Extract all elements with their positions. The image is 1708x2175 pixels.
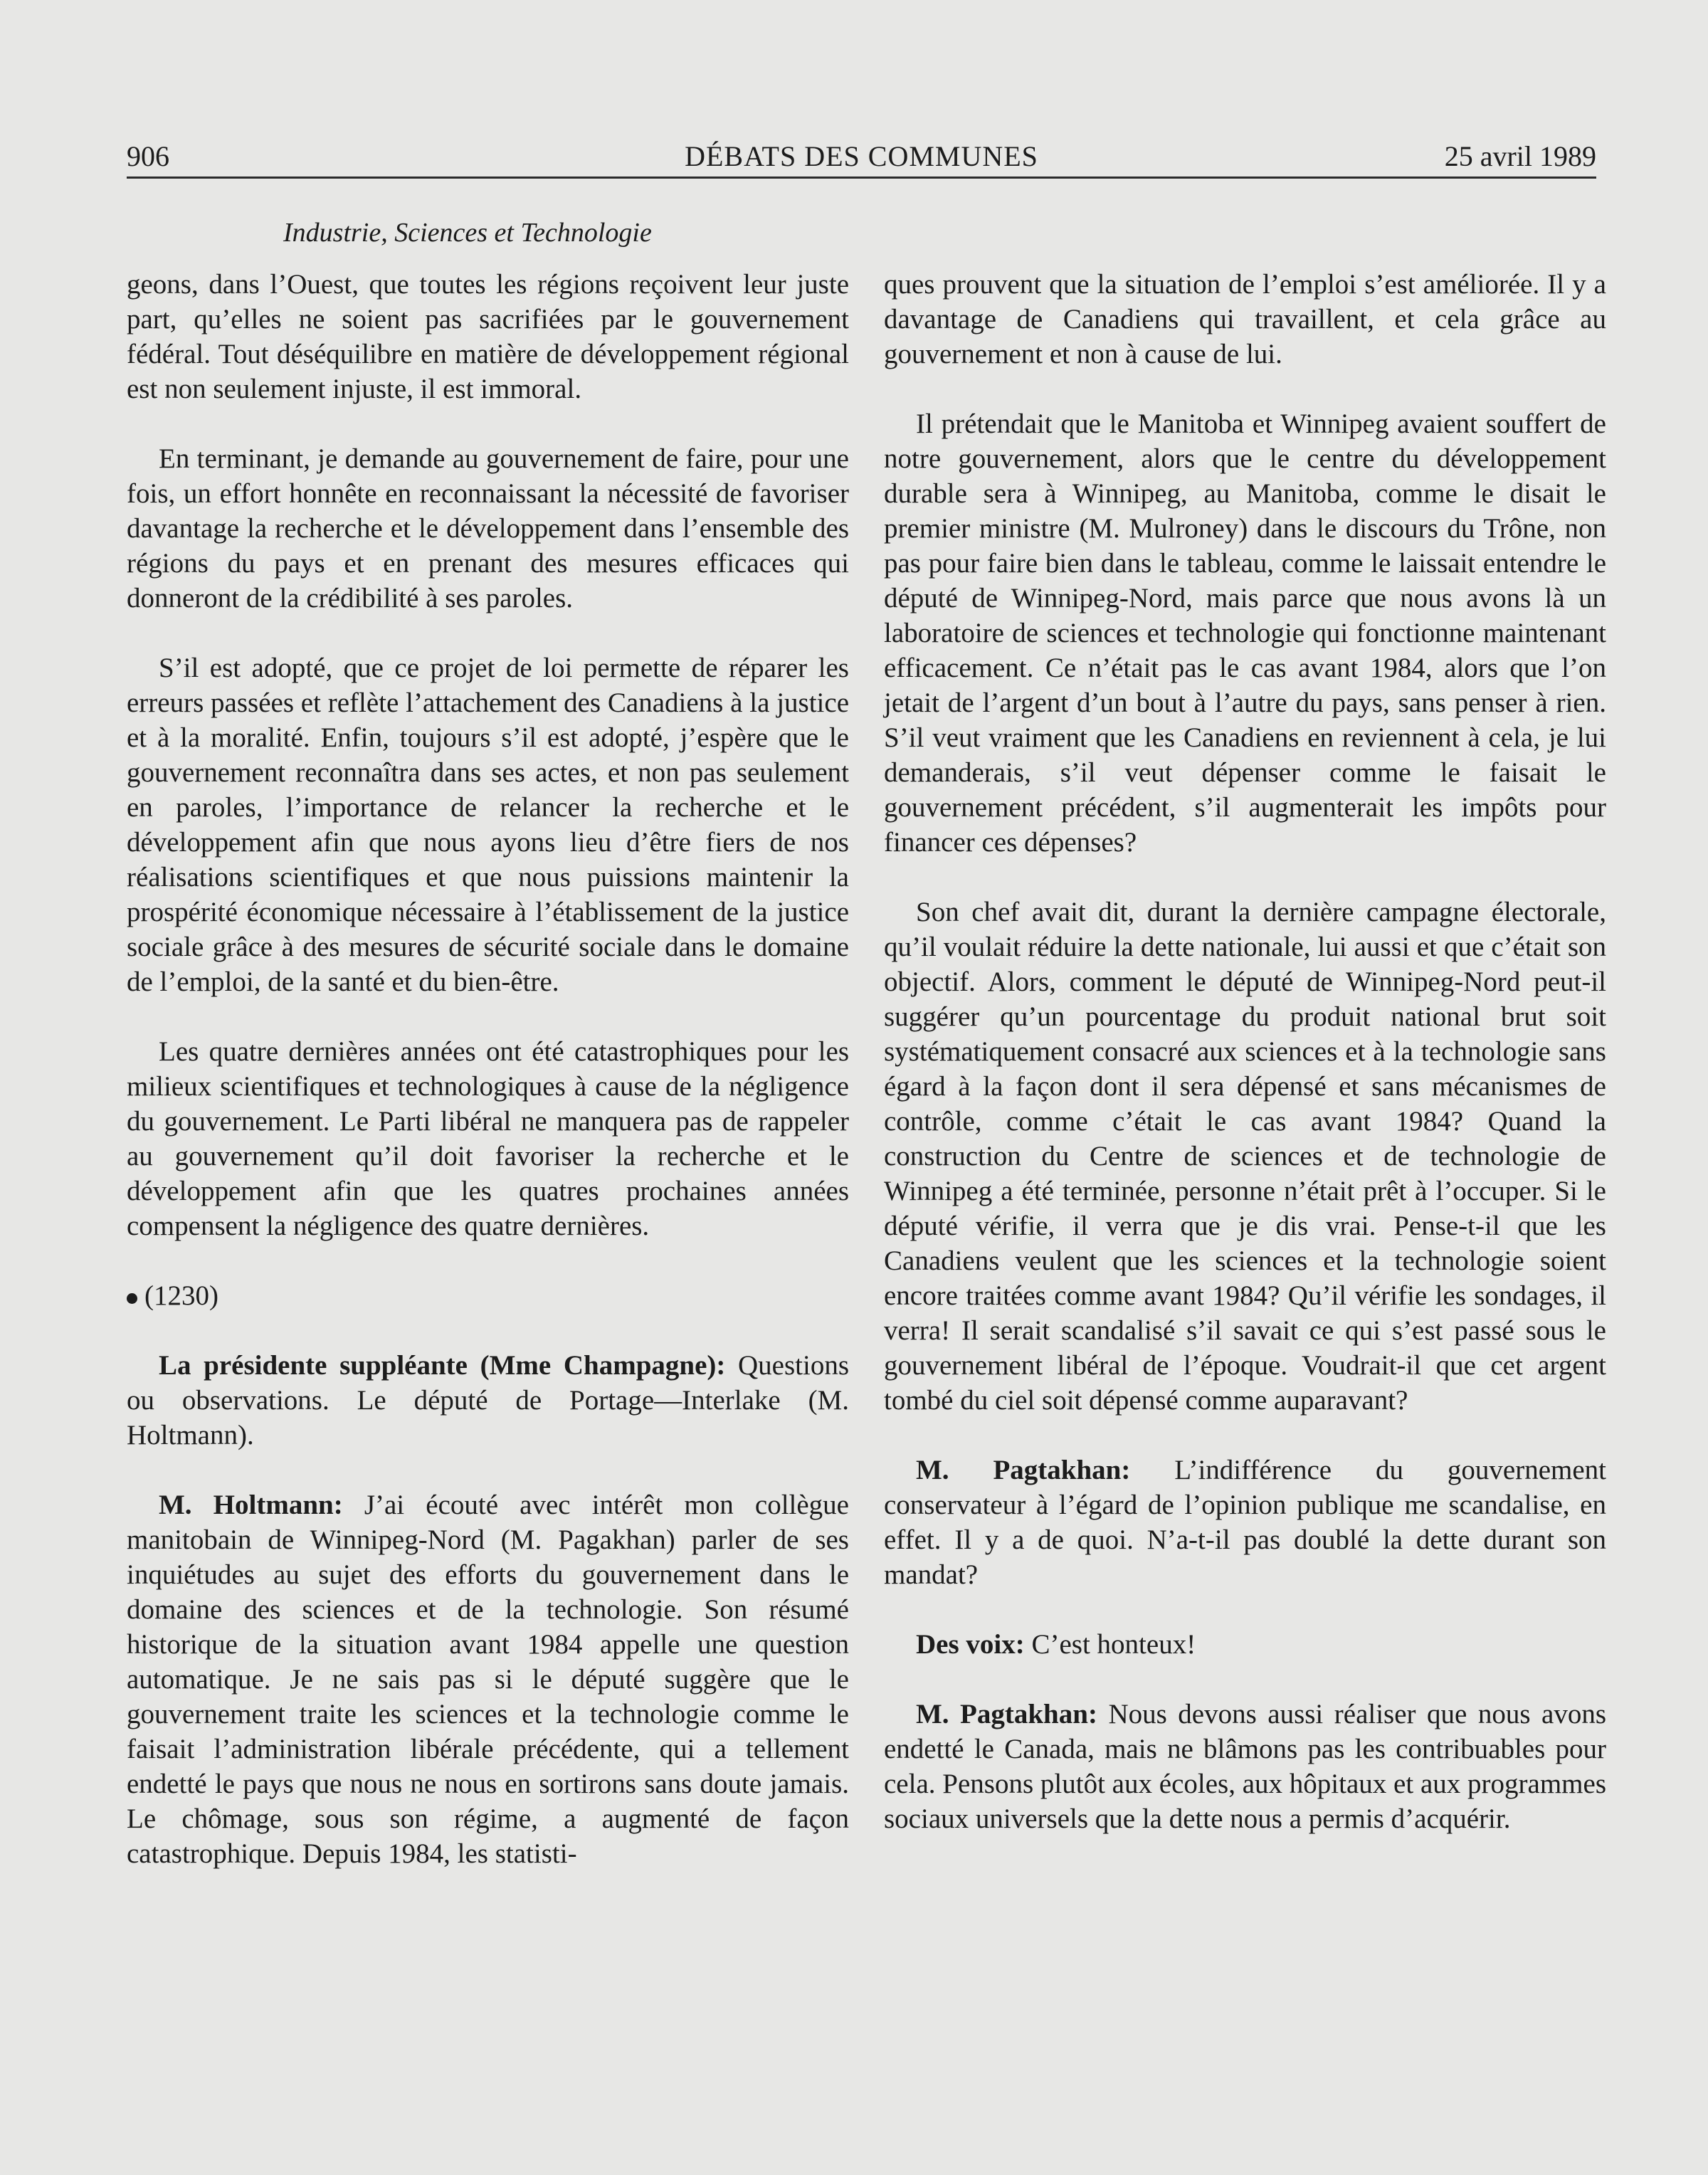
bullet-icon <box>127 1293 137 1304</box>
speech-text: L’indifférence du gouvernement conservateur à l’égard de l’opinion publique me scandalise, en effet. Il y a de quoi. N’a-t-il pas doublé la dette durant son mandat? <box>884 1455 1606 1590</box>
speaker-name: Des voix: <box>916 1629 1025 1660</box>
right-column <box>884 267 1606 1871</box>
paragraph: Les quatre dernières années ont été catastrophiques pour les milieux scientifiques et technologiques à cause de la négligence du gouvernement. Le Parti libéral ne manquera pas de rappeler au gouvernement qu’il doit favoriser la recherche et le développement afin que les quatres prochaines années compensent la négligence des quatre dernières. <box>127 1036 849 1241</box>
paragraph <box>127 1487 849 1871</box>
left-column <box>127 267 849 1906</box>
speaker-name: M. Pagtakhan: <box>916 1699 1097 1729</box>
page-number: 906 <box>127 140 169 172</box>
speech-text: J’ai écouté avec intérêt mon collègue manitobain de Winnipeg-Nord (M. Pagakhan) parler de ses inquiétudes au sujet des efforts du gouvernement dans le domaine des sciences et de la technologie. Son résumé historique de la situation avant 1984 appelle une question automatique. Je ne sais pas si le député suggère que le gouvernement traite les sciences et la technologie comme le faisait l’administration libérale précédente, qui a tellement endetté le pays que nous ne nous en sortirons sans doute jamais. Le chômage, sous son régime, a augmenté de façon catastrophique. Depuis 1984, les statisti- <box>127 1490 849 1869</box>
speaker-name: La présidente suppléante (Mme Champagne): <box>159 1350 726 1381</box>
paragraph <box>884 1627 1606 1662</box>
time-marker-text: (1230) <box>144 1280 218 1311</box>
paragraph <box>127 1348 849 1453</box>
time-marker <box>127 1278 849 1313</box>
speaker-name: M. Pagtakhan: <box>916 1455 1131 1485</box>
paragraph: En terminant, je demande au gouvernement de faire, pour une fois, un effort honnête en reconnaissant la nécessité de favoriser davantage la recherche et le développement dans l’ensemble des régions du pays et en prenant des mesures efficaces qui donneront de la crédibilité à ses paroles. <box>127 443 849 613</box>
issue-date: 25 avril 1989 <box>1444 140 1596 172</box>
speaker-name: M. Holtmann: <box>159 1490 343 1520</box>
paragraph: S’il est adopté, que ce projet de loi permette de réparer les erreurs passées et reflète l’attachement des Canadiens à la justice et à la moralité. Enfin, toujours s’il est adopté, j’espère que le gouvernement reconnaîtra dans ses actes, et non pas seulement en paroles, l’importance de relancer la recherche et le développement afin que nous ayons lieu d’être fiers de nos réalisations scientifiques et que nous puissions maintenir la prospérité économique nécessaire à l’établissement de la justice sociale grâce à des mesures de sécurité sociale dans le domaine de l’emploi, de la santé et du bien-être. <box>127 653 849 997</box>
speech-text: C’est honteux! <box>1024 1629 1196 1660</box>
paragraph <box>884 1697 1606 1836</box>
paragraph: Son chef avait dit, durant la dernière campagne électorale, qu’il voulait réduire la dette nationale, lui aussi et que c’était son objectif. Alors, comment le député de Winnipeg-Nord peut-il suggérer qu’un pourcentage du produit national brut soit systématiquement consacré aux sciences et à la technologie sans égard à la façon dont il sera dépensé et sans mécanismes de contrôle, comme c’était le cas avant 1984? Quand la construction du Centre de sciences et de technologie de Winnipeg a été terminée, personne n’était prêt à l’occuper. Si le député vérifie, il verra que je dis vrai. Pense-t-il que les Canadiens veulent que les sciences et la technologie soient encore traitées comme avant 1984? Qu’il vérifie les sondages, il verra! Il serait scandalisé s’il savait ce qui s’est passé sous le gouvernement libéral de l’époque. Voudrait-il que cet argent tombé du ciel soit dépensé comme auparavant? <box>884 897 1606 1416</box>
header-rule <box>127 177 1596 179</box>
speech-text: Nous devons aussi réaliser que nous avons endetté le Canada, mais ne blâmons pas les contribuables pour cela. Pensons plutôt aux écoles, aux hôpitaux et aux programmes sociaux universels que la dette nous a permis d’acquérir. <box>884 1699 1606 1834</box>
paragraph: geons, dans l’Ouest, que toutes les régions reçoivent leur juste part, qu’elles ne soient pas sacrifiées par le gouvernement fédéral. Tout déséquilibre en matière de développement régional est non seulement injuste, il est immoral. <box>127 269 849 404</box>
paragraph: ques prouvent que la situation de l’emploi s’est améliorée. Il y a davantage de Canadiens qui travaillent, et cela grâce au gouvernement et non à cause de lui. <box>884 269 1606 369</box>
speech-text: Questions ou observations. Le député de Portage—Interlake (M. Holtmann). <box>127 1350 849 1450</box>
paragraph: Il prétendait que le Manitoba et Winnipeg avaient souffert de notre gouvernement, alors que le centre du développement durable sera à Winnipeg, au Manitoba, comme le disait le premier ministre (M. Mulroney) dans le discours du Trône, non pas pour faire bien dans le tableau, comme le laissait entendre le député de Winnipeg-Nord, mais parce que nous avons là un laboratoire de sciences et technologie qui fonctionne maintenant efficacement. Ce n’était pas le cas avant 1984, alors que l’on jetait de l’argent d’un bout à l’autre du pays, sans penser à rien. S’il veut vraiment que les Canadiens en reviennent à cela, je lui demanderais, s’il veut dépenser comme le faisait le gouvernement précédent, s’il augmenterait les impôts pour financer ces dépenses? <box>884 409 1606 858</box>
page-header <box>127 137 1596 177</box>
paragraph <box>884 1453 1606 1592</box>
journal-title: DÉBATS DES COMMUNES <box>685 140 1038 172</box>
section-title: Industrie, Sciences et Technologie <box>283 218 652 248</box>
